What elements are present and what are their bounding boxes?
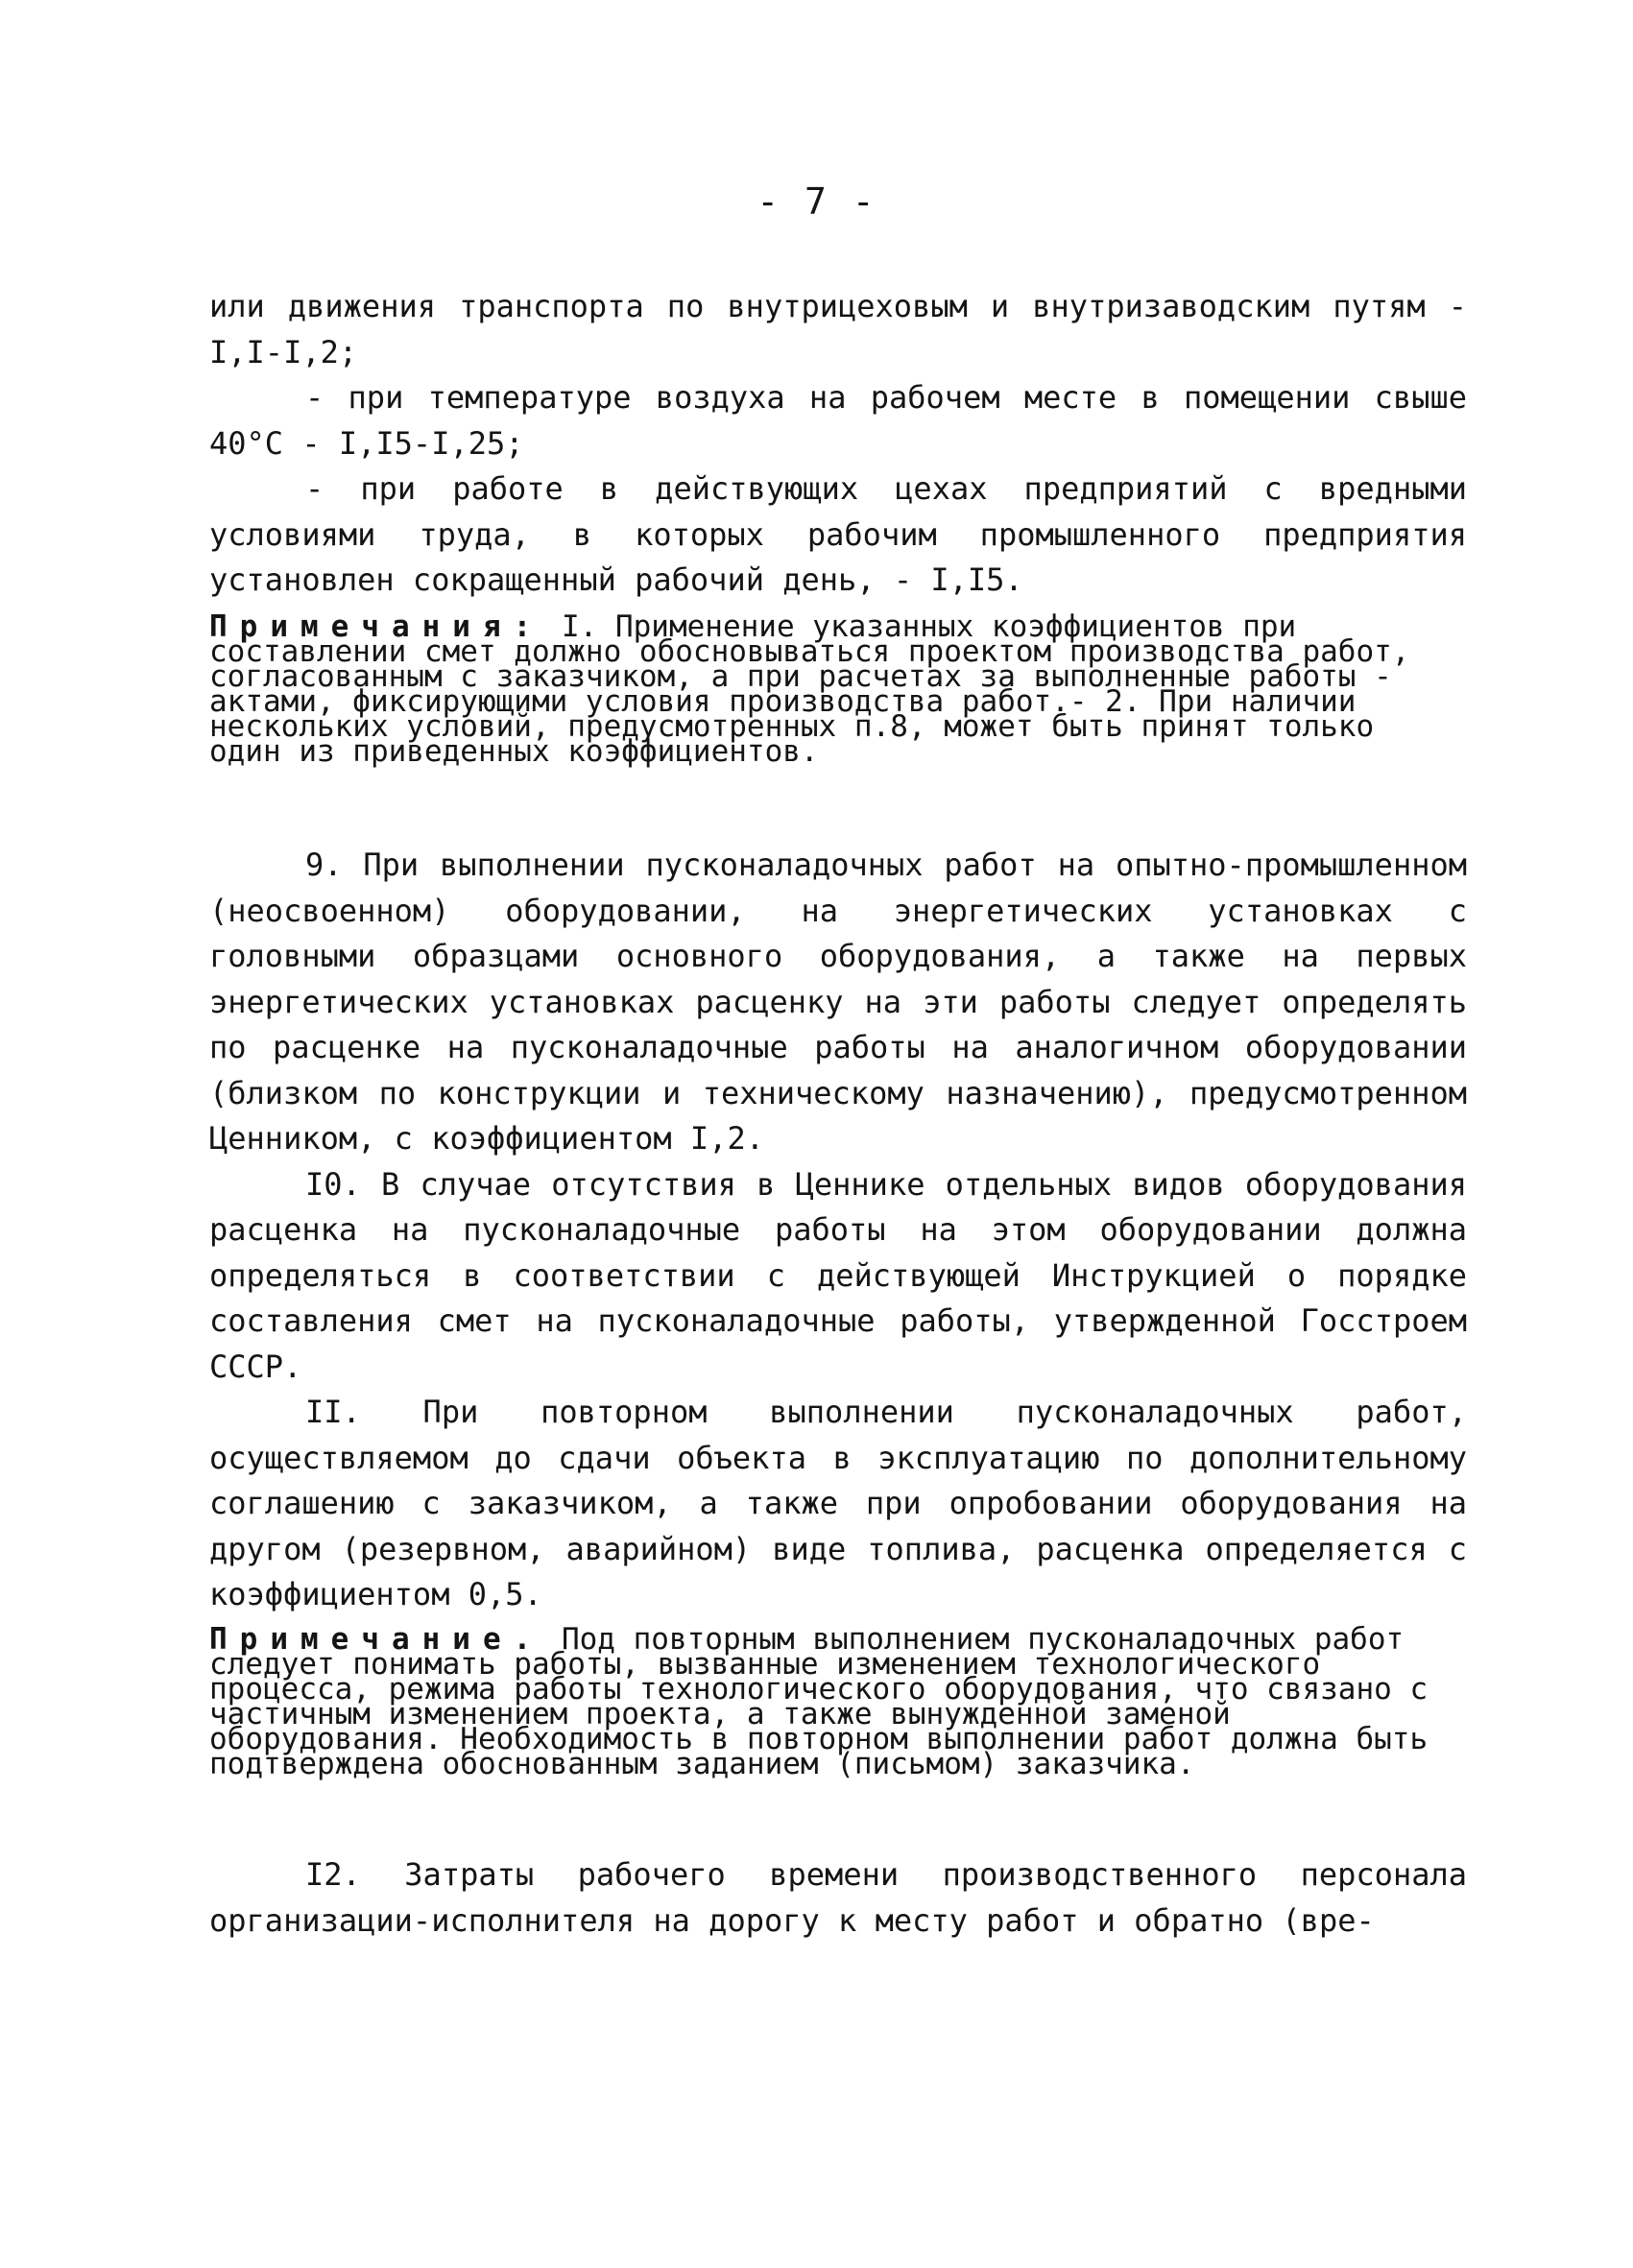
note-text: Под повторным выполнением пусконаладочных работ следует понимать работы, вызванные изменением технологического процесса, режима работы технологического оборудования, что связано с частичным изменением проекта, а также вынужденной заменой оборудования. Необходимость в повторном выполнении работ должна быть подтверждена обоснованным заданием (письмом) заказчика.	[209, 1622, 1429, 1781]
paragraph: 9. При выполнении пусконаладочных работ на опытно-промышленном (неосвоенном) оборудовании, на энергетических установках с головными образцами основного оборудования, а также на первых энергетических установках расценку на эти работы следует определять по расценке на пусконаладочные работы на аналогичном оборудовании (близком по конструкции и техническому назначению), предусмотренном Ценником, с коэффициентом I,2.	[209, 847, 1467, 1157]
paragraph: или движения транспорта по внутрицеховым и внутризаводским путям - I,I-I,2;	[209, 288, 1467, 370]
note-title: Примечания:	[209, 609, 544, 644]
paragraph: I0. В случае отсутствия в Ценнике отдельных видов оборудования расценка на пусконаладочные работы на этом оборудовании должна определяться в соответствии с действующей Инструкцией о порядке составления смет на пусконаладочные работы, утвержденной Госстроем СССР.	[209, 1165, 1467, 1385]
paragraph: - при температуре воздуха на рабочем месте в помещении свыше 40°С - I,I5-I,25;	[209, 379, 1467, 462]
paragraph: - при работе в действующих цехах предприятий с вредными условиями труда, в которых рабочим промышленного предприятия установлен сокращенный рабочий день, - I,I5.	[209, 470, 1467, 598]
paragraph: II. При повторном выполнении пусконаладочных работ, осуществляемом до сдачи объекта в эксплуатацию по дополнительному соглашению с заказчиком, а также при опробовании оборудования на другом (резервном, аварийном) виде топлива, расценка определяется с коэффициентом 0,5.	[209, 1394, 1467, 1612]
note-2	[209, 1622, 1457, 1781]
text-block-1	[209, 284, 1467, 604]
note-text: I. Применение указанных коэффициентов при составлении смет должно обосновываться проектом производства работ, согласованным с заказчиком, а при расчетах за выполненные работы - актами, фиксирующими условия производства работ.- 2. При наличии нескольких условий, предусмотренных п.8, может быть принят только один из приведенных коэффициентов.	[209, 609, 1410, 769]
text-block-3	[209, 1852, 1467, 1944]
note-title: Примечание.	[209, 1622, 544, 1657]
text-block-2	[209, 843, 1467, 1618]
paragraph: I2. Затраты рабочего времени производственного персонала организации-исполнителя на дорогу к месту работ и обратно (вре-	[209, 1856, 1467, 1939]
note-1	[209, 609, 1457, 769]
page-number: - 7 -	[756, 180, 877, 223]
